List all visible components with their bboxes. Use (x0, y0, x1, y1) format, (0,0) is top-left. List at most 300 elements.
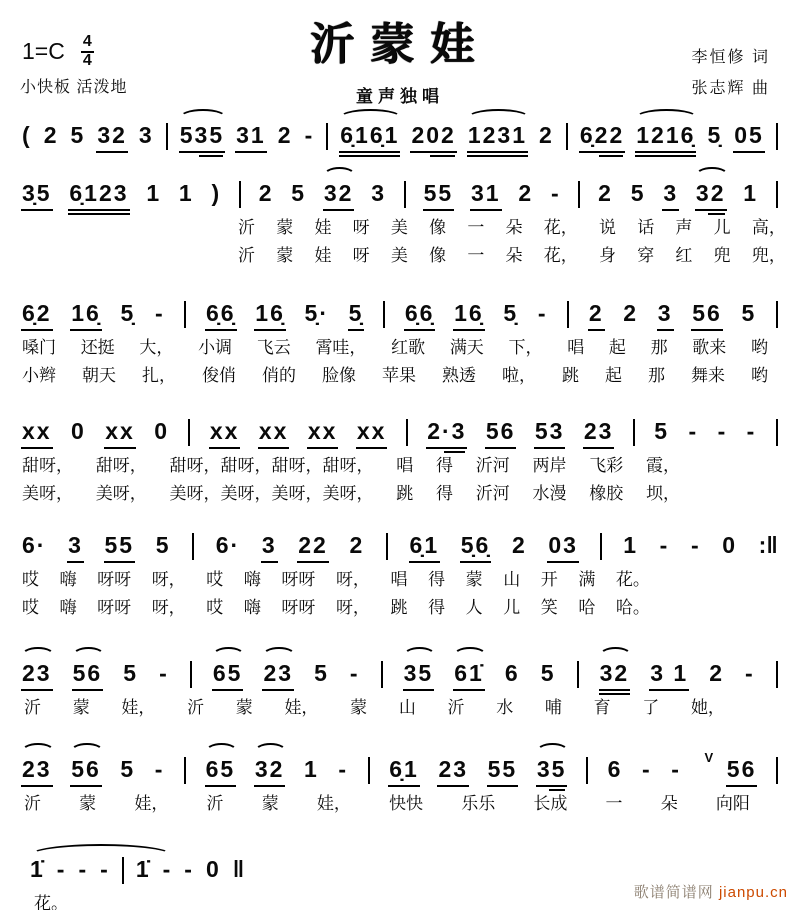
lyric-segment: 嗓门 (22, 338, 56, 357)
note-token: 5 (741, 300, 757, 326)
barline (586, 757, 588, 784)
lyric-segment: 呀， (151, 570, 186, 589)
lyric-segment: 开 (540, 570, 558, 589)
lyric-segment: 下， (508, 338, 543, 357)
note-token: 61̇ (454, 659, 484, 687)
lyric-segment: 一 (605, 794, 623, 813)
note-token: - (56, 856, 67, 882)
slur-arc (21, 647, 55, 665)
barline (633, 419, 635, 446)
lyric-segment: 儿 (713, 218, 731, 237)
lyric-segment: 得 (436, 456, 453, 475)
time-signature (81, 34, 94, 70)
lyric-segment: 呀呀 (97, 570, 132, 589)
beam-segment (708, 213, 724, 215)
note-token: 32 (97, 122, 127, 148)
note-token: 5 (291, 180, 307, 206)
lyric-segment: 快快 (389, 794, 424, 813)
lyric-segment: 朵 (505, 218, 523, 237)
note-token: 5̣· (304, 300, 329, 326)
note-token: - (184, 856, 194, 882)
lyric-segment: 沂 (206, 794, 224, 813)
note-token: 3 (138, 122, 154, 148)
lyric-segment: 得 (428, 570, 446, 589)
note-token: 22 (298, 532, 328, 558)
lyric-segment: 唱 (567, 338, 585, 357)
lyric-segment: 她， (690, 698, 725, 717)
note-token: - (78, 856, 89, 882)
lyric-segment: 人 (465, 598, 483, 617)
final-barline: ‖ (232, 856, 245, 882)
note-token: 65 (213, 659, 243, 687)
note-token: 65 (206, 755, 236, 783)
note-token: 16̣ (255, 300, 285, 326)
note-token: 6̣1 (409, 532, 440, 558)
lyric-segment: 美 (390, 246, 408, 265)
note-token: 2 (598, 180, 613, 206)
lyric-segment: 兜 (713, 246, 731, 265)
lyric-segment: 一 (467, 218, 485, 237)
slur-arc (536, 743, 570, 761)
lyric-segment: 美呀， (22, 484, 73, 503)
note-token: - (745, 660, 755, 686)
note-token: 6̣1 (389, 756, 419, 782)
lyric-row (0, 215, 800, 241)
note-token: 1 (743, 180, 759, 206)
slur-arc (339, 109, 402, 127)
note-token: 55 (104, 532, 135, 558)
lyric-segment: 哈。 (615, 598, 650, 617)
music-line (0, 417, 800, 451)
note-token: 2 (709, 660, 724, 686)
note-token: 0 (205, 856, 221, 882)
barline (566, 123, 568, 150)
note-token: 2 (277, 122, 293, 148)
barline (386, 533, 388, 560)
barline (776, 757, 778, 784)
barline (239, 181, 241, 208)
barline (184, 301, 186, 328)
note-token: 6 (607, 756, 623, 782)
note-token: 6̣6̣ (404, 300, 435, 326)
lyric-segment: 山 (398, 698, 416, 717)
note-token: 5 (155, 532, 171, 558)
lyric-row (0, 363, 800, 389)
note-token: 32 (324, 179, 354, 207)
slur-arc (599, 647, 633, 665)
lyric-segment: 乐乐 (461, 794, 496, 813)
barline (577, 661, 579, 688)
note-token: - (154, 756, 165, 782)
lyric-segment: 声 (675, 218, 693, 237)
note-token: 55 (423, 180, 454, 206)
note-token: 56 (73, 659, 103, 687)
note-token: - (671, 756, 681, 782)
slur-arc (262, 647, 296, 665)
barline (578, 181, 580, 208)
lyric-segment: 美 (390, 218, 408, 237)
note-token: - (159, 660, 169, 686)
note-token: ) (211, 180, 222, 206)
lyric-segment: 甜呀， (95, 456, 147, 475)
lyric-segment: 蒙 (350, 698, 368, 717)
lyric-row (0, 567, 800, 593)
barline (192, 533, 194, 560)
lyric-segment: 高， (751, 218, 786, 237)
note-token: 5 (70, 122, 86, 148)
note-token: 1̇ (135, 856, 151, 882)
lyric-row (0, 791, 800, 817)
note-token: 0 (71, 418, 86, 444)
note-token: 5 (654, 418, 670, 444)
barline (166, 123, 168, 150)
note-token: 202 (411, 121, 455, 149)
lyric-segment: 蒙 (276, 246, 294, 265)
note-token: 5̣ (707, 122, 723, 148)
note-token: 31 (236, 122, 266, 148)
note-token: - (641, 756, 652, 782)
barline (776, 181, 778, 208)
lyric-segment: 娃， (284, 698, 319, 717)
lyric-segment: 呀， (335, 598, 370, 617)
note-token: 6· (22, 532, 47, 558)
lyric-segment: 水 (496, 698, 514, 717)
time-signature-top: 4 (81, 34, 94, 53)
lyric-segment: 起 (608, 338, 626, 357)
lyric-segment: 嗨 (59, 598, 77, 617)
lyric-segment: 还挺 (80, 338, 115, 357)
lyric-segment: 娃 (314, 218, 332, 237)
note-token: 2 (539, 122, 554, 148)
lyric-segment: 扎， (142, 366, 176, 385)
lyric-segment: 穿 (637, 246, 655, 265)
lyric-segment: 小调 (198, 338, 233, 357)
note-token: 5 (540, 660, 556, 686)
lyric-segment: 跳 (562, 366, 579, 385)
note-token: - (550, 180, 561, 206)
note-token: 6̣2 (22, 300, 52, 326)
note-token: 3 (371, 180, 387, 206)
score (0, 121, 800, 910)
lyric-segment: 呀呀 (97, 598, 132, 617)
note-token: xx (307, 418, 338, 444)
note-token: 03 (548, 532, 578, 558)
lyric-segment: 得 (428, 598, 446, 617)
lyric-row (0, 695, 800, 721)
lyric-segment: 呀呀 (281, 598, 316, 617)
lyric-segment: 朵 (505, 246, 523, 265)
lyric-segment: 花。 (34, 894, 68, 910)
note-token: 16̣ (454, 300, 484, 326)
note-token: 3 1 (650, 660, 689, 686)
lyric-row (0, 595, 800, 621)
note-token: 0 (154, 418, 169, 444)
lyric-segment: 一 (467, 246, 485, 265)
barline (567, 301, 569, 328)
note-token: 6̣16̣1 (340, 121, 399, 149)
lyric-segment: 哟 (751, 366, 768, 385)
slur-arc (403, 647, 437, 665)
lyric-segment: 儿 (503, 598, 521, 617)
note-token: 1 (623, 532, 639, 558)
note-token: 6 (504, 660, 520, 686)
lyric-segment: 嗨 (243, 598, 261, 617)
note-token: - (304, 122, 315, 148)
note-token: 56 (485, 418, 516, 444)
lyric-segment: 脸像 (322, 366, 356, 385)
note-token: - (349, 660, 360, 686)
breath-mark: V (704, 750, 716, 765)
barline (776, 661, 778, 688)
music-line (0, 750, 800, 789)
lyric-segment: 美呀， (95, 484, 147, 503)
lyric-segment: 娃， (121, 698, 156, 717)
lyric-segment: 霄哇， (315, 338, 367, 357)
note-token: - (155, 300, 165, 326)
lyric-segment: 啦， (502, 366, 536, 385)
lyric-segment: 话 (637, 218, 655, 237)
note-token: xx (22, 418, 52, 444)
note-token: 5̣ (503, 300, 519, 326)
lyric-row (0, 243, 800, 269)
beam-segment (199, 155, 223, 157)
lyric-segment: 沂 (238, 246, 255, 265)
lyric-segment: 哈 (578, 598, 596, 617)
note-token: - (100, 856, 110, 882)
note-token: - (338, 756, 349, 782)
lyric-segment: 呀 (352, 218, 370, 237)
note-token: 6̣22 (580, 121, 624, 149)
lyric-segment: 呀， (335, 570, 370, 589)
lyric-segment: 沂 (24, 698, 41, 717)
barline (776, 123, 778, 150)
lyric-segment: 像 (429, 218, 447, 237)
barline (404, 181, 406, 208)
slur-arc (635, 109, 698, 127)
lyric-segment: 蒙 (235, 698, 253, 717)
note-token: 5̣6̣ (460, 532, 491, 558)
note-token: - (162, 856, 173, 882)
note-token: 35 (537, 755, 567, 783)
note-token: 35 (404, 659, 434, 687)
note-token: xx (105, 418, 135, 444)
lyric-segment: 呀， (151, 598, 186, 617)
lyric-segment: 沂 (238, 218, 255, 237)
note-token: 3 (657, 300, 673, 326)
note-token: - (688, 418, 699, 444)
music-line (0, 299, 800, 333)
note-token: 2 (623, 300, 639, 326)
lyric-row (0, 335, 800, 361)
note-token: 1 (178, 180, 194, 206)
note-token: - (746, 418, 757, 444)
lyric-segment: 甜呀，甜呀，甜呀，甜呀， (169, 456, 374, 475)
note-token: 5 (123, 660, 139, 686)
note-token: 32 (600, 659, 630, 687)
note-token: 3 (68, 532, 83, 558)
lyric-segment: 俊俏 (202, 366, 236, 385)
lyric-segment: 育 (593, 698, 611, 717)
barline (776, 419, 778, 446)
lyric-segment: 娃， (316, 794, 351, 813)
lyric-segment: 朝天 (82, 366, 116, 385)
note-token: 1216̣ (636, 121, 695, 149)
lyric-segment: 娃， (134, 794, 169, 813)
lyric-segment: 兜， (751, 246, 786, 265)
barline (383, 301, 385, 328)
lyric-segment: 跳 (396, 484, 414, 503)
credits (692, 42, 770, 104)
note-token: xx (258, 418, 289, 444)
note-token: - (659, 532, 670, 558)
lyric-segment: 那 (648, 366, 665, 385)
lyric-segment: 说 (598, 218, 616, 237)
lyric-row (0, 453, 800, 479)
note-token: 55 (487, 756, 518, 782)
lyric-segment: 沂 (187, 698, 205, 717)
slur-arc (72, 647, 106, 665)
music-line (0, 179, 800, 213)
lyric-segment: 像 (429, 246, 447, 265)
lyric-segment: 山 (503, 570, 521, 589)
lyric-segment: 笑 (540, 598, 558, 617)
lyric-segment: 水漫 (532, 484, 567, 503)
lyric-segment: 跳 (390, 598, 408, 617)
tempo-marking: 小快板 活泼地 (20, 79, 128, 96)
note-token: 2·3 (427, 417, 466, 445)
lyric-segment: 呀呀 (281, 570, 316, 589)
note-token: 2 (43, 122, 59, 148)
slur-arc (179, 109, 227, 127)
note-token: 5 (630, 180, 646, 206)
note-token: xx (356, 418, 387, 444)
lyric-segment: 红 (675, 246, 693, 265)
beam-segment (444, 451, 466, 453)
barline (326, 123, 328, 150)
slur-arc (453, 647, 487, 665)
barline (184, 757, 186, 784)
lyric-segment: 呀 (352, 246, 370, 265)
note-token: 2 (511, 532, 527, 558)
lyric-segment: 身 (598, 246, 616, 265)
lyric-segment: 大， (139, 338, 174, 357)
lyric-segment: 沂 (24, 794, 41, 813)
lyricist-credit: 李恒修 词 (691, 49, 770, 66)
lyric-segment: 美呀，美呀，美呀，美呀， (169, 484, 374, 503)
note-token: 6̣6̣ (206, 300, 236, 326)
note-token: 32 (255, 755, 285, 783)
note-token: 23 (22, 659, 52, 687)
lyric-segment: 飞云 (256, 338, 291, 357)
music-line (0, 121, 800, 155)
note-token: 31 (470, 180, 501, 206)
lyric-segment: 坝， (646, 484, 680, 503)
song-title: 沂蒙娃 (310, 20, 490, 69)
note-token: 2 (349, 532, 365, 558)
slur-arc (254, 743, 288, 761)
lyric-segment: 起 (605, 366, 622, 385)
lyric-segment: 哎 (206, 598, 224, 617)
lyric-segment: 哎 (22, 570, 39, 589)
slur-arc (467, 109, 530, 127)
note-token: 56 (71, 755, 101, 783)
note-token: 3̣5 (22, 180, 52, 206)
music-line (0, 531, 800, 565)
lyric-segment: 霞， (646, 456, 680, 475)
note-token: 1̇ (30, 856, 45, 882)
note-token: 6̣123 (69, 180, 129, 206)
lyric-segment: 蒙 (79, 794, 97, 813)
note-token: 5 (314, 660, 329, 686)
note-token: 1 (146, 180, 162, 206)
lyric-segment: 唱 (390, 570, 408, 589)
lyric-segment: 向阳 (715, 794, 750, 813)
note-token: 6· (215, 532, 241, 558)
note-token: 23 (263, 659, 293, 687)
key-time-signature (22, 34, 94, 70)
barline (188, 419, 190, 446)
barline (368, 757, 370, 784)
note-token: 56 (692, 300, 722, 326)
lyric-segment: 苹果 (382, 366, 416, 385)
note-token: 53 (534, 418, 565, 444)
site-name: 歌谱简谱网 (633, 884, 714, 901)
note-token: 3 (663, 180, 679, 206)
note-token: - (690, 532, 701, 558)
slur-arc (205, 743, 239, 761)
note-token: 5̣ (120, 300, 136, 326)
note-token: 2 (258, 180, 274, 206)
note-token: - (537, 300, 548, 326)
note-token: 5̣ (348, 300, 364, 326)
beam-segment (430, 155, 454, 157)
music-line (0, 659, 800, 693)
lyric-segment: 飞彩 (589, 456, 624, 475)
lyric-segment: 朵 (660, 794, 678, 813)
watermark (634, 881, 788, 902)
repeat-sign: :‖ (758, 532, 778, 558)
lyric-segment: 蒙 (261, 794, 279, 813)
lyric-segment: 蒙 (72, 698, 90, 717)
lyric-segment: 蒙 (465, 570, 483, 589)
lyric-segment: 长成 (533, 794, 568, 813)
key-signature: 1=C (22, 38, 65, 65)
note-token: 2 (588, 300, 604, 326)
lyric-segment: 舞来 (691, 366, 725, 385)
note-token: 5 (120, 756, 136, 782)
site-url-link[interactable]: jianpu.cn (718, 884, 788, 901)
lyric-segment: 那 (650, 338, 668, 357)
lyric-segment: 甜呀， (22, 456, 73, 475)
lyric-segment: 得 (436, 484, 453, 503)
composer-credit: 张志辉 曲 (691, 80, 770, 98)
lyric-row (0, 481, 800, 507)
note-token: 32 (696, 179, 726, 207)
lyric-segment: 唱 (396, 456, 414, 475)
note-token: 56 (726, 756, 757, 782)
lyric-segment: 蒙 (276, 218, 294, 237)
lyric-segment: 沂河 (475, 456, 510, 475)
lyric-segment: 两岸 (532, 456, 567, 475)
note-token: 05 (734, 122, 764, 148)
lyric-segment: 俏的 (262, 366, 296, 385)
note-token: 0 (722, 532, 738, 558)
lyric-segment: 嗨 (243, 570, 261, 589)
slur-arc (21, 743, 55, 761)
lyric-segment: 花。 (615, 570, 650, 589)
lyric-segment: 沂 (447, 698, 465, 717)
lyric-segment: 橡胶 (589, 484, 624, 503)
